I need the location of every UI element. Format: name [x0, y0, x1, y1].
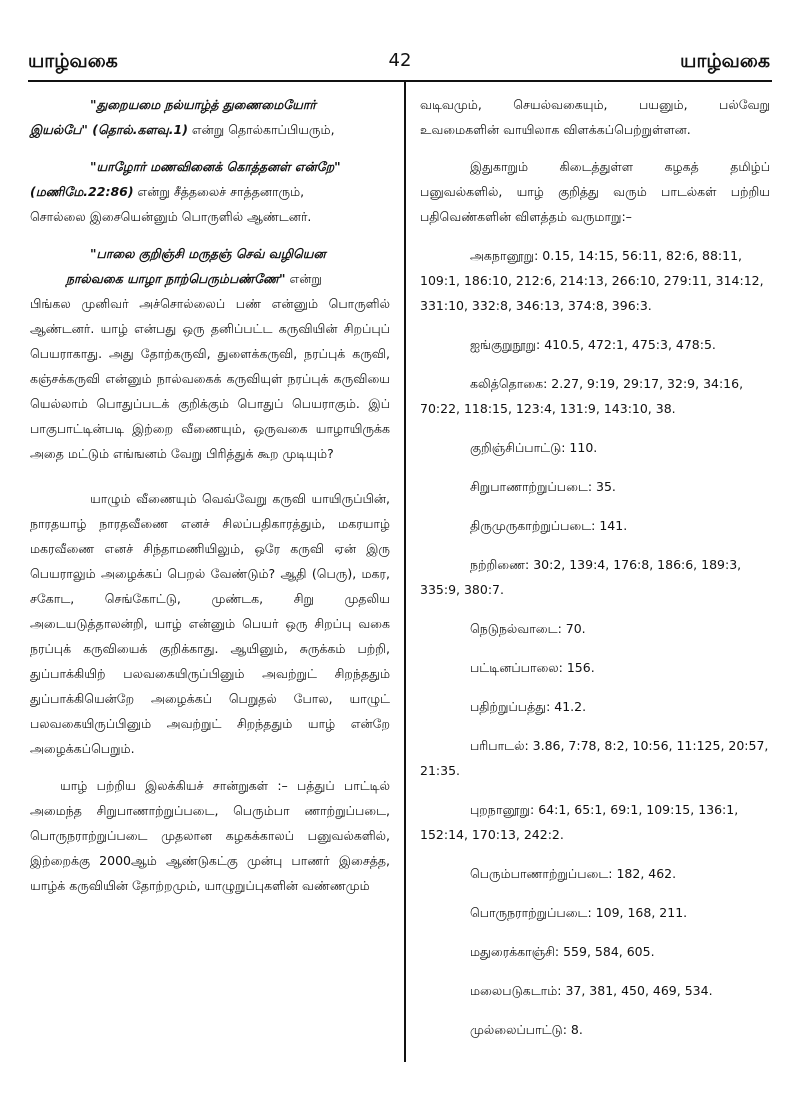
quote-text: "பாலை குறிஞ்சி மருதஞ் செவ் வழியென: [90, 246, 326, 261]
header-rule: [28, 80, 772, 82]
right-column: [420, 92, 770, 1042]
quote-manimekalai-line2: [30, 179, 390, 204]
quote-text: "துறையமை நல்யாழ்த் துணைமையோர்: [90, 97, 316, 112]
paragraph-references-intro: இதுகாறும் கிடைத்துள்ள கழகத் தமிழ்ப் பனுவல்களில், யாழ் குறித்து வரும் பாடல்கள் பற்றிய பதிவெண்களின் விளத்தம் வருமாறு:–: [420, 159, 770, 224]
reference-entry: கலித்தொகை: 2.27, 9:19, 29:17, 32:9, 34:16, 70:22, 118:15, 123:4, 131:9, 143:10, 38.: [420, 376, 744, 416]
left-column: [30, 92, 390, 898]
paragraph-yazh-veenai: யாழும் வீணையும் வெவ்வேறு கருவி யாயிருப்பின், நாரதயாழ் நாரதவீணை எனச் சிலப்பதிகாரத்தும், மகரயாழ் மகரவீணை எனச் சிந்தாமணியிலும், ஒரே கருவி ஏன் இரு பெயராலும் அழைக்கப் பெறல் வேண்டும்? ஆதி (பெரு), மகர, சகோட, செங்கோட்டு, முண்டக, சிறு முதலிய அடையடுத்தாலன்றி, யாழ் என்னும் பெயர் ஒரு சிறப்பு வகை நரப்புக் கருவியைக் குறிக்காது. ஆயினும், சுருக்கம் பற்றி, துப்பாக்கியிற் பலவகையிருப்பினும் அவற்றுட் சிறந்ததும் துப்பாக்கியென்றே அழைக்கப் பெறுதல் போல, யாழுட் பலவகையிருப்பினும் அவற்றுட் சிறந்ததும் யாழ் என்றே அழைக்கப்பெறும்.: [30, 491, 390, 756]
page-number: 42: [388, 50, 412, 71]
quote-manimekalai-line1: [30, 154, 390, 179]
quote-tolkappiyam-line1: [30, 92, 390, 117]
reference-entry: சிறுபாணாற்றுப்படை: 35.: [470, 479, 616, 494]
quote-manimekalai-line3: சொல்லை இசையென்னும் பொருளில் ஆண்டனர்.: [30, 209, 312, 224]
quote-attribution: என்று தொல்காப்பியரும்,: [187, 122, 335, 137]
quote-pingalam-line2: [30, 266, 390, 291]
quote-tolkappiyam-line2: [30, 117, 390, 142]
paragraph-yazh-definition: பிங்கல முனிவர் அச்சொல்லைப் பண் என்னும் பொருளில் ஆண்டனர். யாழ் என்பது ஒரு தனிப்பட்ட கருவியின் சிறப்புப் பெயராகாது. அது தோற்கருவி, துளைக்கருவி, நரப்புக் கருவி, கஞ்சக்கருவி என்னும் நால்வகைக் கருவியுள் நரப்புக் கருவியை யெல்லாம் பொதுப்படக் குறிக்கும் பொதுப் பெயராகும். இப் பாகுபாட்டின்படி இற்றை வீணையும், ஒருவகை யாழாயிருக்க அதை மட்டும் எங்ஙனம் வேறு பிரித்துக் கூற முடியும்?: [30, 296, 390, 461]
quote-attribution: என்று: [285, 271, 322, 286]
quote-citation: (மணிமே.22:86): [30, 184, 134, 199]
quote-text: நால்வகை யாழா நாற்பெரும்பண்ணே": [66, 271, 286, 286]
reference-entry: ஐங்குறுநூறு: 410.5, 472:1, 475:3, 478:5.: [470, 337, 716, 352]
reference-entry: திருமுருகாற்றுப்படை: 141.: [470, 518, 628, 533]
quote-pingalam-line1: [30, 241, 390, 266]
reference-entry: பொருநராற்றுப்படை: 109, 168, 211.: [470, 905, 688, 920]
reference-entry: பட்டினப்பாலை: 156.: [470, 660, 595, 675]
reference-entry: முல்லைப்பாட்டு: 8.: [470, 1022, 583, 1037]
column-divider: [404, 82, 406, 1062]
running-header-right: யாழ்வகை: [680, 50, 770, 72]
reference-entry: பதிற்றுப்பத்து: 41.2.: [470, 699, 587, 714]
reference-entry: நெடுநல்வாடை: 70.: [470, 621, 586, 636]
quote-attribution: என்று சீத்தலைச் சாத்தனாரும்,: [133, 184, 305, 199]
reference-entry: புறநானூறு: 64:1, 65:1, 69:1, 109:15, 136:1, 152:14, 170:13, 242:2.: [420, 802, 739, 842]
reference-entry: மதுரைக்காஞ்சி: 559, 584, 605.: [470, 944, 655, 959]
reference-entry: பெரும்பாணாற்றுப்படை: 182, 462.: [470, 866, 677, 881]
reference-entry: அகநானூறு: 0.15, 14:15, 56:11, 82:6, 88:11, 109:1, 186:10, 212:6, 214:13, 266:10, 279:11, 314:12, 331:10, 332:8, 346:13, 374:8, 396:3.: [420, 248, 764, 313]
running-header-left: யாழ்வகை: [28, 50, 118, 72]
reference-entry: மலைபடுகடாம்: 37, 381, 450, 469, 534.: [470, 983, 713, 998]
paragraph-continued: வடிவமும், செயல்வகையும், பயனும், பல்வேறு உவமைகளின் வாயிலாக விளக்கப்பெற்றுள்ளன.: [420, 97, 770, 137]
reference-entry: குறிஞ்சிப்பாட்டு: 110.: [470, 440, 598, 455]
reference-entry: பரிபாடல்: 3.86, 7:78, 8:2, 10:56, 11:125, 20:57, 21:35.: [420, 738, 769, 778]
reference-entry: நற்றிணை: 30:2, 139:4, 176:8, 186:6, 189:3, 335:9, 380:7.: [420, 557, 742, 597]
paragraph-literary-evidence: யாழ் பற்றிய இலக்கியச் சான்றுகள் :– பத்துப் பாட்டில் அமைந்த சிறுபாணாற்றுப்படை, பெரும்பா ணாற்றுப்படை, பொருநராற்றுப்படை முதலான கழகக்காலப் பனுவல்களில், இற்றைக்கு 2000ஆம் ஆண்டுகட்கு முன்பு பாணர் இசைத்த, யாழ்க் கருவியின் தோற்றமும், யாழுறுப்புகளின் வண்ணமும்: [30, 778, 390, 893]
quote-citation: இயல்பே" (தொல்.களவு.1): [30, 122, 188, 137]
quote-text: "யாழோர் மணவினைக் கொத்தனள் என்றே": [90, 159, 341, 174]
